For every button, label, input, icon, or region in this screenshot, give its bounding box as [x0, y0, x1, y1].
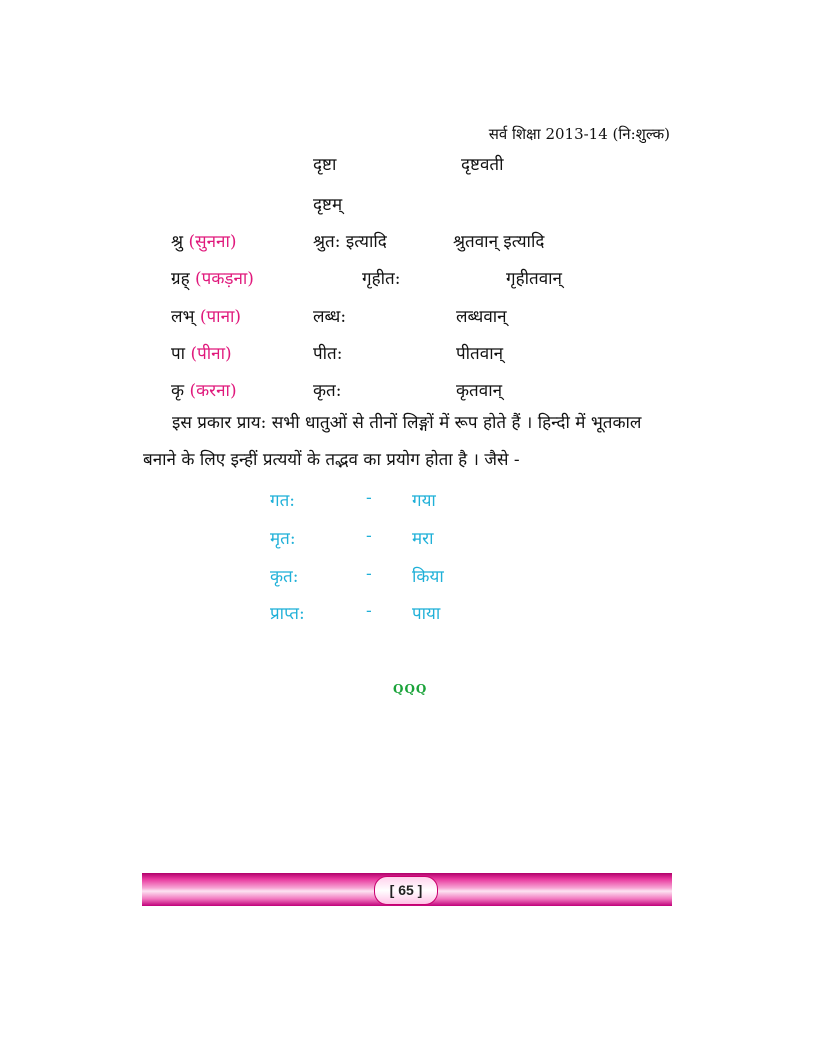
example-hindi-1: गया	[412, 491, 436, 511]
verb-active-1: श्रुतवान् इत्यादि	[453, 232, 545, 252]
verb-row-1	[171, 229, 236, 252]
example-sanskrit-4: प्राप्त:	[270, 604, 305, 624]
verb-root: श्रु	[171, 232, 184, 252]
verb-meaning: (पाना)	[199, 307, 242, 327]
end-mark: QQQ	[393, 682, 428, 696]
verb-meaning: (करना)	[189, 381, 237, 401]
example-hindi-3: किया	[412, 567, 444, 587]
verb-past-5: कृत:	[313, 381, 342, 401]
verb-meaning: (पकड़ना)	[195, 269, 254, 289]
verb-row-4	[171, 341, 232, 364]
page-header: सर्व शिक्षा 2013-14 (नि:शुल्क)	[488, 125, 670, 143]
verb-active-5: कृतवान्	[456, 381, 503, 401]
verb-root: पा	[171, 344, 186, 364]
example-hindi-2: मरा	[412, 529, 434, 549]
verb-active-2: गृहीतवान्	[506, 269, 562, 289]
top-row-2-mid: दृष्टम्	[313, 195, 343, 215]
verb-row-5	[171, 378, 237, 401]
example-hindi-4: पाया	[412, 604, 441, 624]
example-dash-1: -	[366, 488, 372, 508]
verb-active-3: लब्धवान्	[456, 307, 507, 327]
verb-meaning: (सुनना)	[188, 232, 237, 252]
explanation-paragraph: इस प्रकार प्राय: सभी धातुओं से तीनों लिङ्गों में रूप होते हैं । हिन्दी में भूतकाल बनाने के लिए इन्हीं प्रत्ययों के तद्भव का प्रयोग होता है । जैसे -	[143, 413, 642, 470]
example-dash-2: -	[366, 526, 372, 546]
verb-past-1: श्रुत: इत्यादि	[313, 232, 387, 252]
example-sanskrit-2: मृत:	[270, 529, 296, 549]
verb-row-3	[171, 304, 241, 327]
example-dash-4: -	[366, 601, 372, 621]
example-sanskrit-3: कृत:	[270, 567, 299, 587]
verb-row-2	[171, 266, 254, 289]
verb-active-4: पीतवान्	[456, 344, 504, 364]
page-number: [ 65 ]	[374, 876, 438, 905]
verb-past-4: पीत:	[313, 344, 343, 364]
verb-meaning: (पीना)	[190, 344, 232, 364]
example-sanskrit-1: गत:	[270, 491, 295, 511]
verb-past-3: लब्ध:	[313, 307, 347, 327]
verb-root: ग्रह्	[171, 269, 190, 289]
verb-root: कृ	[171, 381, 185, 401]
example-dash-3: -	[366, 564, 372, 584]
verb-past-2: गृहीत:	[362, 269, 401, 289]
top-row-1-right: दृष्टवती	[461, 155, 504, 175]
verb-root: लभ्	[171, 307, 195, 327]
top-row-1-mid: दृष्टा	[313, 155, 337, 175]
